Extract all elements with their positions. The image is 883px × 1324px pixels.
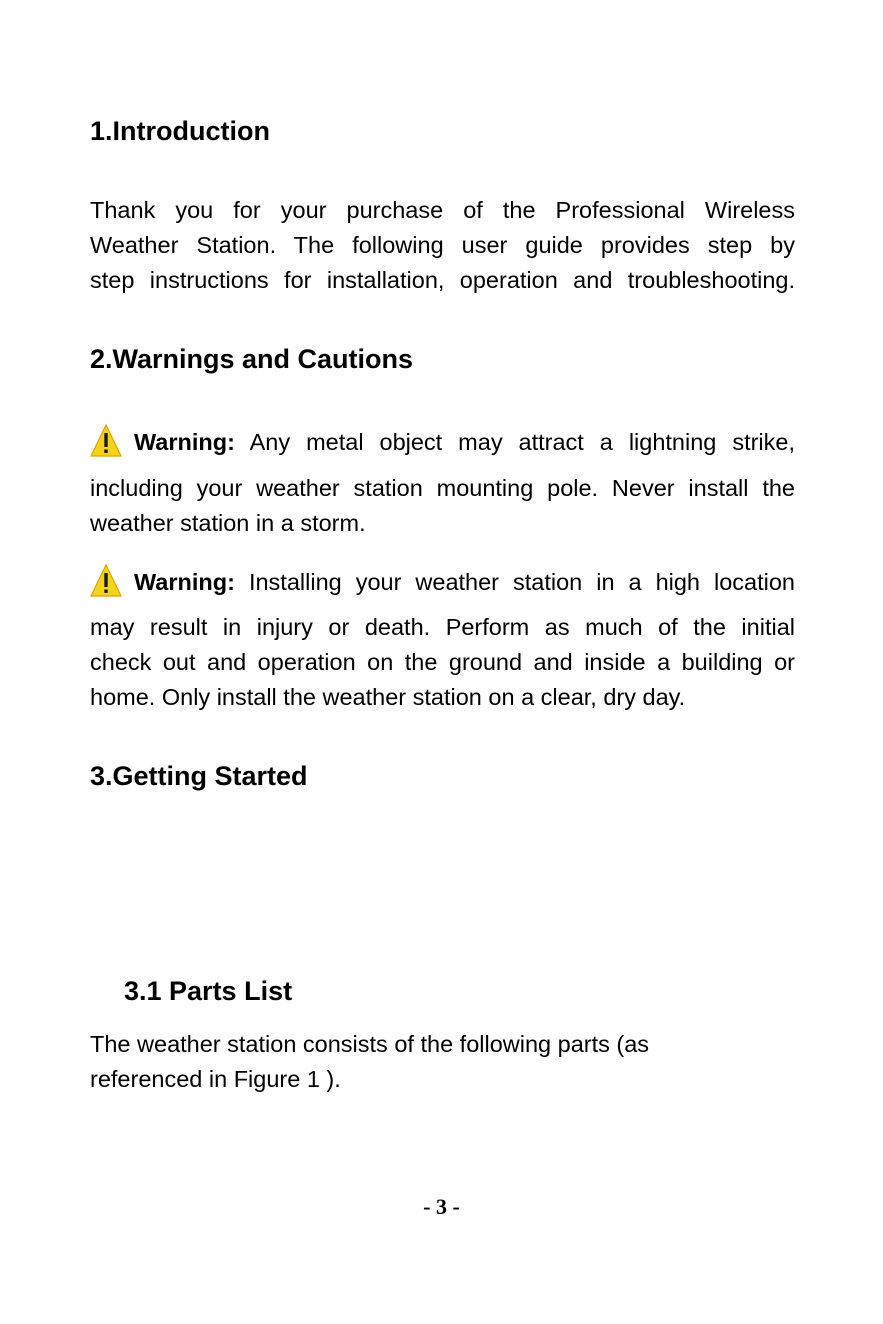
warning-triangle-icon xyxy=(90,424,134,458)
intro-paragraph xyxy=(90,193,795,298)
warning-2-paragraph xyxy=(90,610,795,715)
warning-1-paragraph xyxy=(90,471,795,541)
warning-text: Any metal object may attract a lightning strike, xyxy=(249,429,795,455)
warning-text-line xyxy=(134,566,795,598)
warning-line: including your weather station mounting pole. Never install the xyxy=(90,475,795,501)
warning-line: check out and operation on the ground and inside a building or xyxy=(90,649,795,675)
warning-line: home. Only install the weather station on a clear, dry day. xyxy=(90,684,686,710)
heading-parts-list: 3.1 Parts List xyxy=(124,976,293,1006)
heading-getting-started: 3.Getting Started xyxy=(90,761,308,791)
page-number: - 3 - xyxy=(423,1194,460,1219)
parts-list-paragraph xyxy=(90,1027,795,1097)
intro-line: step instructions for installation, operation and troubleshooting. xyxy=(90,267,795,293)
warning-line: weather station in a storm. xyxy=(90,510,366,536)
warning-text: Installing your weather station in a high location xyxy=(248,569,795,595)
warning-triangle-icon xyxy=(90,564,134,598)
warning-2-first-line xyxy=(90,558,795,598)
intro-line: Thank you for your purchase of the Professional Wireless xyxy=(90,197,795,223)
warning-label: Warning: xyxy=(134,429,235,455)
intro-line: Weather Station. The following user guide provides step by xyxy=(90,232,795,258)
heading-warnings: 2.Warnings and Cautions xyxy=(90,344,414,374)
parts-list-line: The weather station consists of the following parts (as xyxy=(90,1031,650,1057)
warning-1-first-line xyxy=(90,418,795,458)
warning-line: may result in injury or death. Perform as much of the initial xyxy=(90,614,795,640)
heading-introduction: 1.Introduction xyxy=(90,116,270,146)
warning-text-line xyxy=(134,426,795,458)
parts-list-line: referenced in Figure 1 ). xyxy=(90,1066,341,1092)
warning-label: Warning: xyxy=(134,569,235,595)
